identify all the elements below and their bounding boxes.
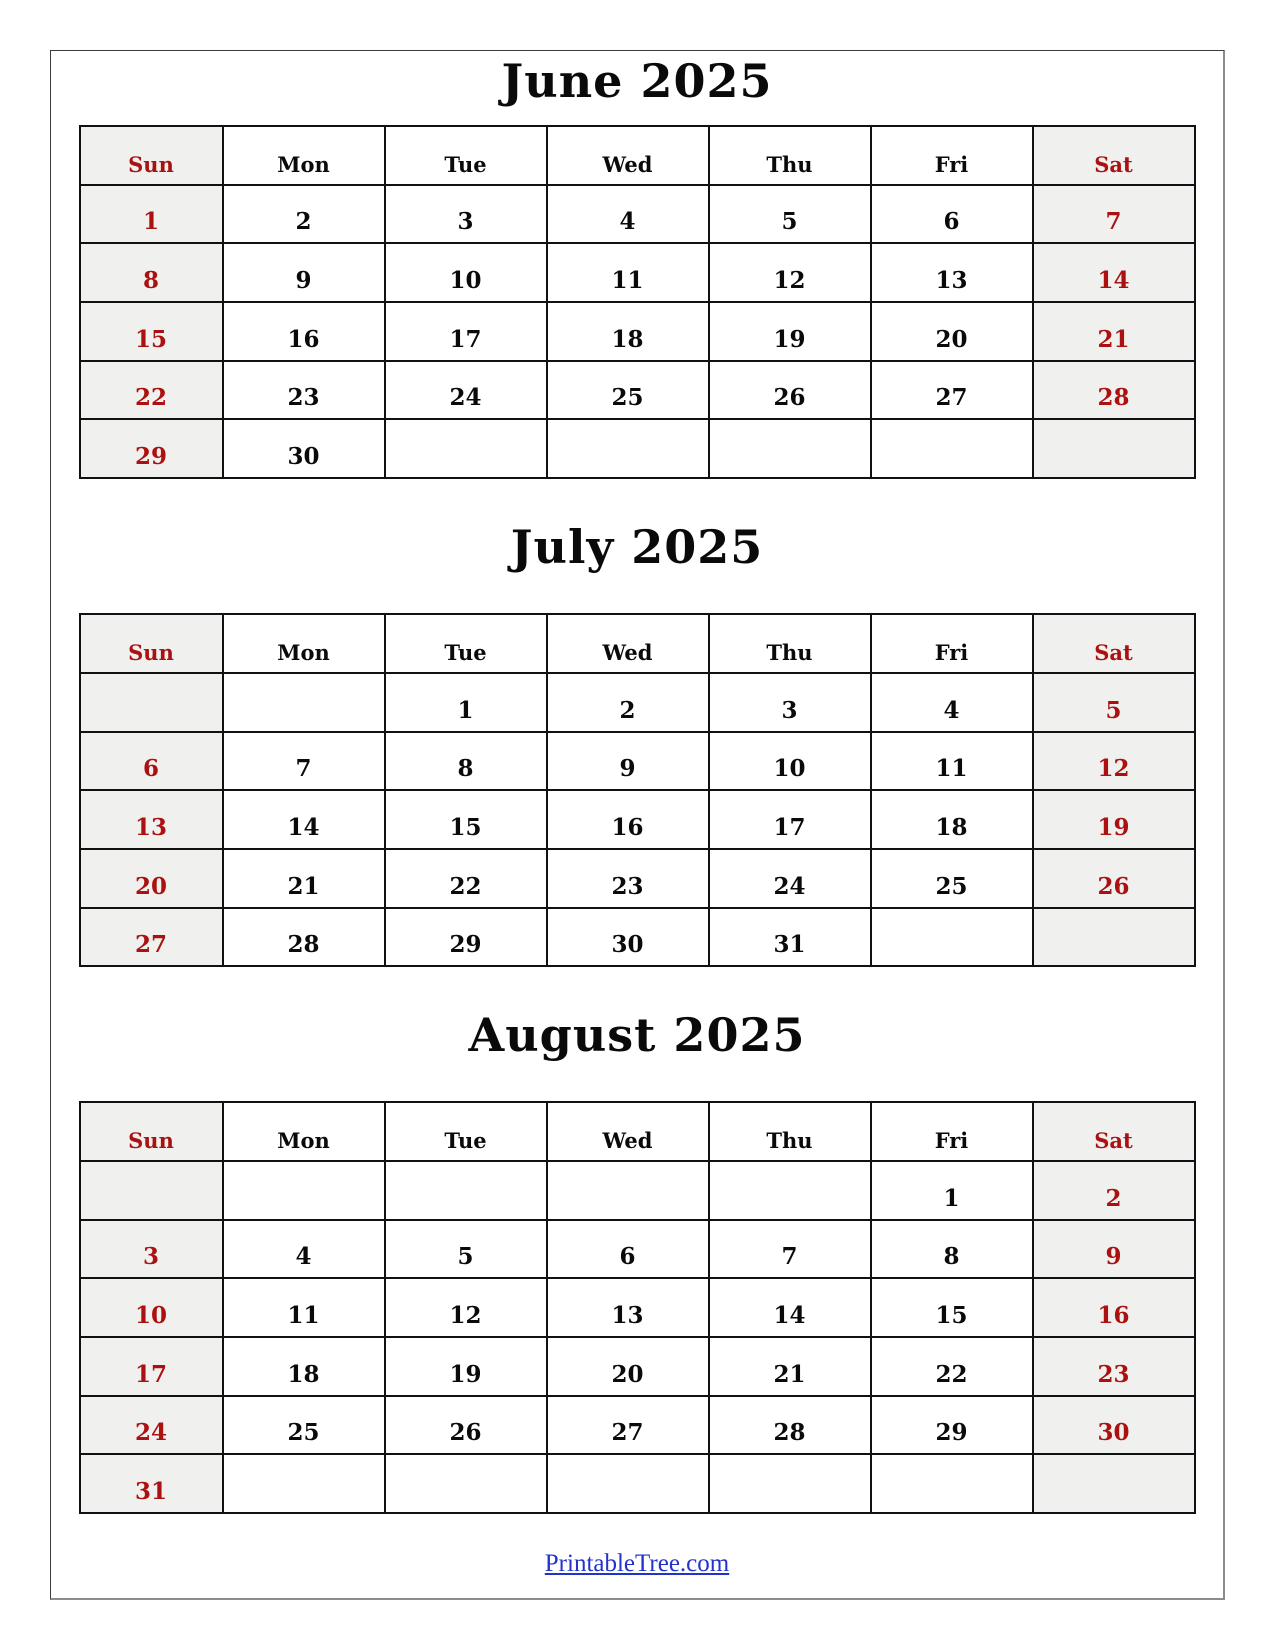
- day-cell-15: 15: [80, 302, 223, 361]
- weekday-header-row: [80, 1102, 1195, 1161]
- week-row: [80, 790, 1195, 849]
- day-cell-empty: [1033, 908, 1195, 967]
- day-cell-27: 27: [547, 1396, 709, 1455]
- day-cell-14: 14: [1033, 243, 1195, 302]
- month-section: [51, 519, 1223, 967]
- day-cell-3: 3: [385, 185, 547, 244]
- weekday-header-thu: Thu: [709, 614, 871, 673]
- weekday-header-thu: Thu: [709, 1102, 871, 1161]
- weekday-header-sat: Sat: [1033, 126, 1195, 185]
- day-cell-4: 4: [871, 673, 1033, 732]
- week-row: [80, 1454, 1195, 1513]
- day-cell-18: 18: [547, 302, 709, 361]
- day-cell-26: 26: [709, 361, 871, 420]
- day-cell-19: 19: [1033, 790, 1195, 849]
- day-cell-3: 3: [80, 1220, 223, 1279]
- day-cell-12: 12: [385, 1278, 547, 1337]
- month-table: [79, 1101, 1196, 1514]
- weekday-header-mon: Mon: [223, 1102, 385, 1161]
- day-cell-23: 23: [1033, 1337, 1195, 1396]
- day-cell-empty: [223, 1454, 385, 1513]
- day-cell-29: 29: [80, 419, 223, 478]
- week-row: [80, 419, 1195, 478]
- day-cell-empty: [871, 908, 1033, 967]
- weekday-header-mon: Mon: [223, 614, 385, 673]
- month-table: [79, 613, 1196, 967]
- day-cell-19: 19: [709, 302, 871, 361]
- weekday-header-row: [80, 126, 1195, 185]
- weekday-header-fri: Fri: [871, 1102, 1033, 1161]
- day-cell-9: 9: [1033, 1220, 1195, 1279]
- day-cell-empty: [709, 419, 871, 478]
- day-cell-29: 29: [385, 908, 547, 967]
- day-cell-9: 9: [223, 243, 385, 302]
- day-cell-17: 17: [709, 790, 871, 849]
- day-cell-12: 12: [1033, 732, 1195, 791]
- month-table: [79, 125, 1196, 479]
- day-cell-6: 6: [80, 732, 223, 791]
- week-row: [80, 1161, 1195, 1220]
- day-cell-11: 11: [223, 1278, 385, 1337]
- day-cell-empty: [223, 1161, 385, 1220]
- day-cell-27: 27: [80, 908, 223, 967]
- day-cell-25: 25: [547, 361, 709, 420]
- day-cell-20: 20: [547, 1337, 709, 1396]
- day-cell-19: 19: [385, 1337, 547, 1396]
- day-cell-28: 28: [709, 1396, 871, 1455]
- day-cell-17: 17: [385, 302, 547, 361]
- day-cell-4: 4: [223, 1220, 385, 1279]
- day-cell-21: 21: [223, 849, 385, 908]
- weekday-header-wed: Wed: [547, 126, 709, 185]
- day-cell-18: 18: [871, 790, 1033, 849]
- day-cell-24: 24: [385, 361, 547, 420]
- day-cell-1: 1: [871, 1161, 1033, 1220]
- day-cell-10: 10: [80, 1278, 223, 1337]
- day-cell-empty: [709, 1454, 871, 1513]
- weekday-header-tue: Tue: [385, 126, 547, 185]
- day-cell-3: 3: [709, 673, 871, 732]
- day-cell-13: 13: [871, 243, 1033, 302]
- day-cell-28: 28: [223, 908, 385, 967]
- day-cell-21: 21: [1033, 302, 1195, 361]
- day-cell-25: 25: [223, 1396, 385, 1455]
- day-cell-31: 31: [709, 908, 871, 967]
- day-cell-2: 2: [547, 673, 709, 732]
- day-cell-20: 20: [871, 302, 1033, 361]
- day-cell-29: 29: [871, 1396, 1033, 1455]
- weekday-header-tue: Tue: [385, 1102, 547, 1161]
- week-row: [80, 1337, 1195, 1396]
- day-cell-13: 13: [80, 790, 223, 849]
- week-row: [80, 302, 1195, 361]
- footer-link[interactable]: PrintableTree.com: [544, 1550, 730, 1578]
- day-cell-9: 9: [547, 732, 709, 791]
- day-cell-16: 16: [547, 790, 709, 849]
- day-cell-26: 26: [1033, 849, 1195, 908]
- day-cell-16: 16: [223, 302, 385, 361]
- day-cell-empty: [223, 673, 385, 732]
- day-cell-empty: [871, 419, 1033, 478]
- day-cell-empty: [547, 1454, 709, 1513]
- day-cell-13: 13: [547, 1278, 709, 1337]
- day-cell-15: 15: [385, 790, 547, 849]
- day-cell-11: 11: [547, 243, 709, 302]
- day-cell-16: 16: [1033, 1278, 1195, 1337]
- week-row: [80, 673, 1195, 732]
- weekday-header-sun: Sun: [80, 1102, 223, 1161]
- weekday-header-sat: Sat: [1033, 1102, 1195, 1161]
- weekday-header-sat: Sat: [1033, 614, 1195, 673]
- month-section: [51, 53, 1223, 479]
- day-cell-22: 22: [385, 849, 547, 908]
- week-row: [80, 849, 1195, 908]
- day-cell-7: 7: [223, 732, 385, 791]
- day-cell-18: 18: [223, 1337, 385, 1396]
- weekday-header-mon: Mon: [223, 126, 385, 185]
- weekday-header-sun: Sun: [80, 126, 223, 185]
- month-title: August 2025: [468, 1008, 806, 1063]
- month-title: July 2025: [510, 520, 764, 575]
- day-cell-14: 14: [223, 790, 385, 849]
- day-cell-30: 30: [1033, 1396, 1195, 1455]
- day-cell-2: 2: [223, 185, 385, 244]
- weekday-header-sun: Sun: [80, 614, 223, 673]
- day-cell-24: 24: [80, 1396, 223, 1455]
- day-cell-8: 8: [385, 732, 547, 791]
- day-cell-27: 27: [871, 361, 1033, 420]
- day-cell-23: 23: [223, 361, 385, 420]
- day-cell-17: 17: [80, 1337, 223, 1396]
- day-cell-empty: [385, 1161, 547, 1220]
- day-cell-empty: [547, 1161, 709, 1220]
- day-cell-empty: [1033, 419, 1195, 478]
- day-cell-empty: [385, 1454, 547, 1513]
- day-cell-31: 31: [80, 1454, 223, 1513]
- month-title: June 2025: [501, 54, 773, 108]
- day-cell-20: 20: [80, 849, 223, 908]
- day-cell-22: 22: [871, 1337, 1033, 1396]
- week-row: [80, 1396, 1195, 1455]
- footer: [51, 1550, 1223, 1578]
- day-cell-empty: [385, 419, 547, 478]
- day-cell-empty: [80, 673, 223, 732]
- day-cell-4: 4: [547, 185, 709, 244]
- week-row: [80, 185, 1195, 244]
- day-cell-10: 10: [385, 243, 547, 302]
- day-cell-30: 30: [547, 908, 709, 967]
- week-row: [80, 243, 1195, 302]
- day-cell-24: 24: [709, 849, 871, 908]
- week-row: [80, 908, 1195, 967]
- day-cell-6: 6: [547, 1220, 709, 1279]
- day-cell-5: 5: [1033, 673, 1195, 732]
- weekday-header-fri: Fri: [871, 126, 1033, 185]
- day-cell-7: 7: [1033, 185, 1195, 244]
- day-cell-1: 1: [385, 673, 547, 732]
- day-cell-empty: [709, 1161, 871, 1220]
- day-cell-8: 8: [871, 1220, 1033, 1279]
- page-frame: [50, 50, 1225, 1600]
- day-cell-7: 7: [709, 1220, 871, 1279]
- day-cell-26: 26: [385, 1396, 547, 1455]
- day-cell-5: 5: [709, 185, 871, 244]
- day-cell-22: 22: [80, 361, 223, 420]
- day-cell-8: 8: [80, 243, 223, 302]
- day-cell-11: 11: [871, 732, 1033, 791]
- day-cell-5: 5: [385, 1220, 547, 1279]
- week-row: [80, 361, 1195, 420]
- day-cell-empty: [871, 1454, 1033, 1513]
- day-cell-25: 25: [871, 849, 1033, 908]
- weekday-header-row: [80, 614, 1195, 673]
- day-cell-2: 2: [1033, 1161, 1195, 1220]
- week-row: [80, 1220, 1195, 1279]
- day-cell-21: 21: [709, 1337, 871, 1396]
- day-cell-1: 1: [80, 185, 223, 244]
- weekday-header-thu: Thu: [709, 126, 871, 185]
- weekday-header-wed: Wed: [547, 614, 709, 673]
- month-section: [51, 1007, 1223, 1514]
- day-cell-14: 14: [709, 1278, 871, 1337]
- day-cell-empty: [80, 1161, 223, 1220]
- day-cell-10: 10: [709, 732, 871, 791]
- day-cell-empty: [547, 419, 709, 478]
- week-row: [80, 732, 1195, 791]
- day-cell-30: 30: [223, 419, 385, 478]
- weekday-header-wed: Wed: [547, 1102, 709, 1161]
- day-cell-23: 23: [547, 849, 709, 908]
- weekday-header-fri: Fri: [871, 614, 1033, 673]
- day-cell-28: 28: [1033, 361, 1195, 420]
- day-cell-15: 15: [871, 1278, 1033, 1337]
- day-cell-6: 6: [871, 185, 1033, 244]
- weekday-header-tue: Tue: [385, 614, 547, 673]
- day-cell-12: 12: [709, 243, 871, 302]
- week-row: [80, 1278, 1195, 1337]
- day-cell-empty: [1033, 1454, 1195, 1513]
